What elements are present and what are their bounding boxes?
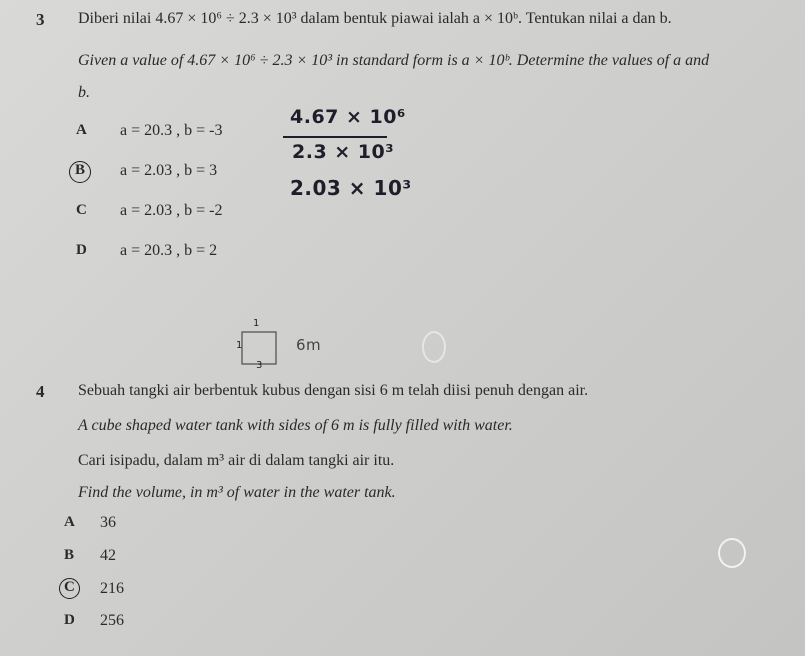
working-fraction-bar xyxy=(283,136,387,138)
q3-option-d-text[interactable]: a = 20.3 , b = 2 xyxy=(120,242,218,259)
working-result: 2.03 × 10³ xyxy=(290,176,412,200)
question-3-text-english: Given a value of 4.67 × 10⁶ ÷ 2.3 × 10³ in standard form is a × 10ᵇ. Determine the values of a and xyxy=(78,52,710,69)
q4-option-b-text[interactable]: 42 xyxy=(100,547,116,564)
q4-option-d-letter[interactable]: D xyxy=(64,612,75,628)
q3-option-b-text[interactable]: a = 2.03 , b = 3 xyxy=(120,162,218,179)
q4-option-a-text[interactable]: 36 xyxy=(100,514,116,531)
q3-option-b-letter[interactable]: B xyxy=(75,162,86,178)
sketch-side-label: 1 xyxy=(236,340,243,351)
question-3-text-malay: Diberi nilai 4.67 × 10⁶ ÷ 2.3 × 10³ dalam bentuk piawai ialah a × 10ᵇ. Tentukan nilai a dan b. xyxy=(78,10,672,27)
working-denominator: 2.3 × 10³ xyxy=(292,141,395,163)
faint-mark xyxy=(422,331,446,363)
q4-option-d-text[interactable]: 256 xyxy=(100,612,124,629)
question-3-text-english-cont: b. xyxy=(78,84,90,101)
question-4-text-malay-2: Cari isipadu, dalam m³ air di dalam tangki air itu. xyxy=(78,452,395,469)
question-3-number: 3 xyxy=(36,10,45,29)
question-4-text-malay: Sebuah tangki air berbentuk kubus dengan sisi 6 m telah diisi penuh dengan air. xyxy=(78,382,589,399)
sketch-6m-label: 6m xyxy=(296,336,322,354)
question-4-text-english-2: Find the volume, in m³ of water in the water tank. xyxy=(78,484,396,501)
q4-option-b-letter[interactable]: B xyxy=(64,547,75,563)
sketch-top-label: 1 xyxy=(253,318,260,329)
q3-option-c-letter[interactable]: C xyxy=(76,202,87,218)
q4-option-a-letter[interactable]: A xyxy=(64,514,75,530)
q3-option-d-letter[interactable]: D xyxy=(76,242,87,258)
question-4-number: 4 xyxy=(36,382,45,401)
question-4-text-english: A cube shaped water tank with sides of 6 m is fully filled with water. xyxy=(78,417,513,434)
faint-oval-mark xyxy=(718,538,746,568)
q3-option-a-text[interactable]: a = 20.3 , b = -3 xyxy=(120,122,223,139)
sketch-bottom-label: 3 xyxy=(256,360,263,371)
q3-option-c-text[interactable]: a = 2.03 , b = -2 xyxy=(120,202,223,219)
working-numerator: 4.67 × 10⁶ xyxy=(290,106,406,128)
q4-option-c-text[interactable]: 216 xyxy=(100,580,124,597)
q4-option-c-letter[interactable]: C xyxy=(64,579,75,595)
q3-option-a-letter[interactable]: A xyxy=(76,122,87,138)
